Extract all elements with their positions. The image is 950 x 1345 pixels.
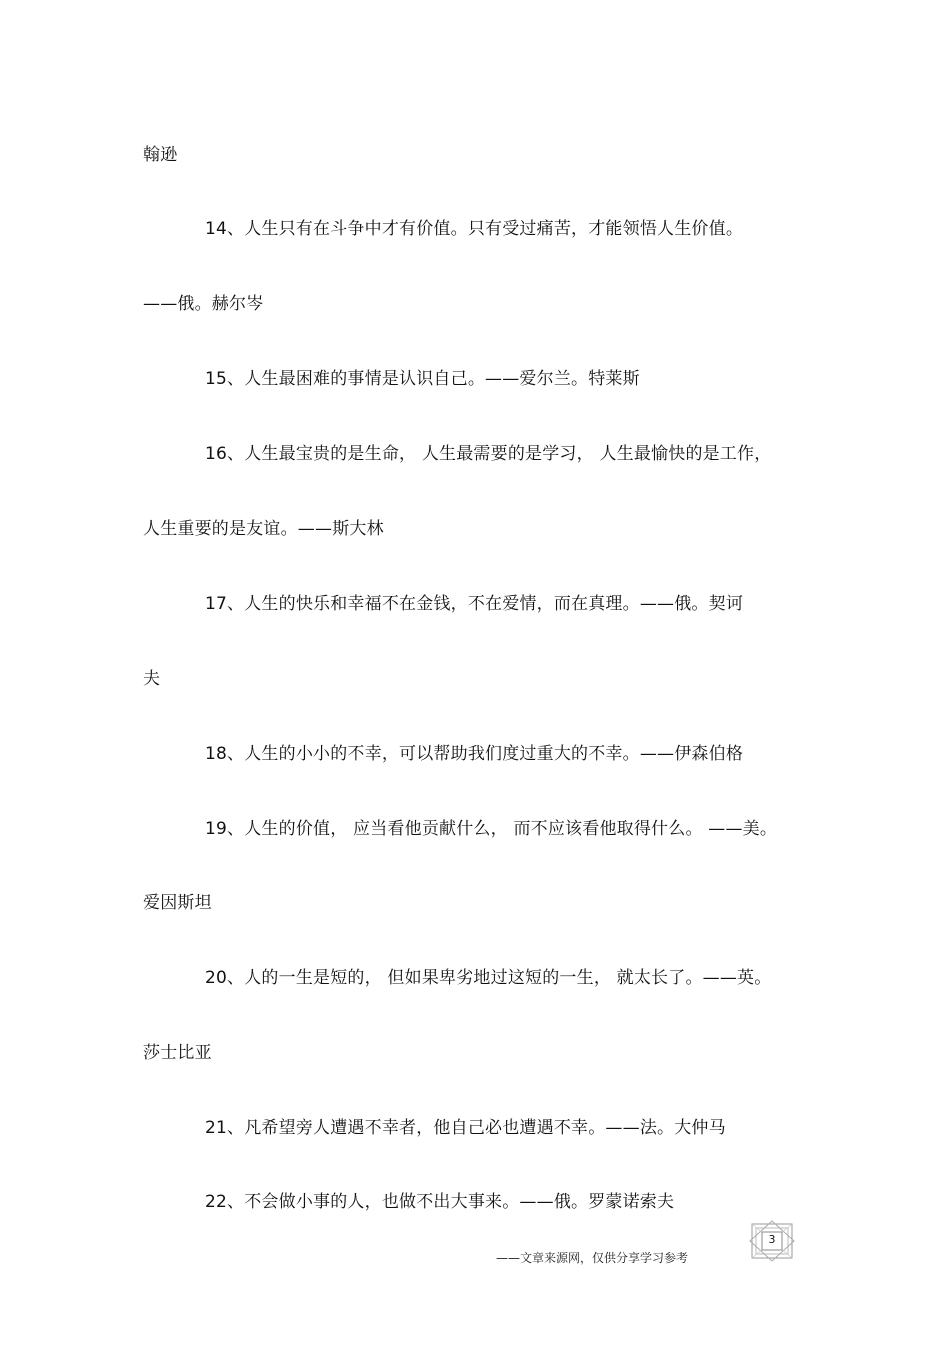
quote-19: 19、人生的价值， 应当看他贡献什么， 而不应该看他取得什么。 ——美。 bbox=[205, 819, 778, 839]
text-line: 爱因斯坦 bbox=[143, 893, 212, 913]
quote-14: 14、人生只有在斗争中才有价值。只有受过痛苦，才能领悟人生价值。 bbox=[205, 219, 744, 239]
text-line: 夫 bbox=[143, 669, 161, 689]
footer-note: ——文章来源网，仅供分享学习参考 bbox=[496, 1251, 689, 1265]
page-number-badge bbox=[748, 1220, 796, 1262]
quote-22: 22、不会做小事的人，也做不出大事来。——俄。罗蒙诺索夫 bbox=[205, 1192, 675, 1212]
quote-16: 16、人生最宝贵的是生命， 人生最需要的是学习， 人生最愉快的是工作， bbox=[205, 444, 772, 464]
text-line: 翰逊 bbox=[143, 145, 178, 165]
page-number: 3 bbox=[768, 1233, 776, 1246]
text-line: ——俄。赫尔岑 bbox=[143, 294, 264, 314]
text-line: 莎士比亚 bbox=[143, 1043, 212, 1063]
quote-15: 15、人生最困难的事情是认识自己。——爱尔兰。特莱斯 bbox=[205, 369, 640, 389]
quote-18: 18、人生的小小的不幸，可以帮助我们度过重大的不幸。——伊森伯格 bbox=[205, 744, 744, 764]
text-line: 人生重要的是友谊。——斯大林 bbox=[143, 519, 384, 539]
quote-21: 21、凡希望旁人遭遇不幸者，他自己必也遭遇不幸。——法。大仲马 bbox=[205, 1118, 726, 1138]
quote-17: 17、人生的快乐和幸福不在金钱，不在爱情，而在真理。——俄。契诃 bbox=[205, 594, 744, 614]
quote-20: 20、人的一生是短的， 但如果卑劣地过这短的一生， 就太长了。——英。 bbox=[205, 968, 772, 988]
